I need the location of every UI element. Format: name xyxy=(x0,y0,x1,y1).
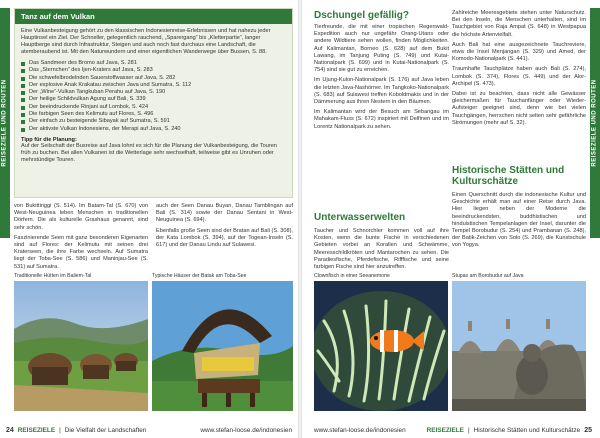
bullet-icon xyxy=(21,69,25,73)
page-number: 24 xyxy=(6,427,14,434)
footer-divider: | xyxy=(59,427,61,434)
list-item: Der „Wine“-Vulkan Tangkuban Perahu auf Java, S. 190 xyxy=(21,89,286,96)
bullet-icon xyxy=(21,106,25,110)
photo-borobudur xyxy=(452,281,586,411)
footer-left xyxy=(6,427,146,434)
page-number: 25 xyxy=(584,427,592,434)
batak-house-illustration xyxy=(152,281,293,411)
list-item: Der aktivste Vulkan Indonesiens, der Merapi auf Java, S. 240 xyxy=(21,126,286,133)
volcano-list xyxy=(15,58,292,133)
right-column-1-bottom xyxy=(314,228,449,274)
paragraph: Im Ujung-Kulon-Nationalpark (S. 176) auf Java leben die letzten Java-Nashörner. Im Tangkoko-Nationalpark (S. 683) auf Sulawesi treffen Koboldmakis und in der Dämmerung aus ihren Nestern in den Bäumen. xyxy=(314,77,449,106)
left-column-2 xyxy=(156,203,293,252)
paragraph: Einen Querschnitt durch die indonesische Kultur und Geschichte erhält man auf einer Reise durch Java. Hier liegen neben der Moderne die beeindruckendsten, buddhistischen und hinduistischen Tempelanlagen der Insel, darunter die Tempel Borobudur (S. 254) und Prambanan (S. 248), der Batik-Zeichen von Solo (S. 269), die Kunstschule von Yogya. xyxy=(452,192,586,249)
photo-caption: Clownfisch in einer Seeanemone xyxy=(314,273,390,279)
paragraph: Taucher und Schnorchler kommen voll auf ihre Kosten, wenn die bunte Fische in verschiedenen Gebieten vorbei an Korallen und Schwämme, Meeresschildkröten und Mantarochen zu sehen. Die Paradiesfische, Pferdefische, Rifffische und seine farbigen Fische sind hier anzutreffen. xyxy=(314,228,449,271)
side-tab-label: REISEZIELE UND ROUTEN xyxy=(2,79,8,167)
photo-batak-house xyxy=(152,281,293,411)
footer-subtitle: Die Vielfalt der Landschaften xyxy=(64,427,147,434)
stupa-illustration xyxy=(452,281,586,411)
bullet-icon xyxy=(21,113,25,117)
footer-subtitle: Historische Stätten und Kulturschätze xyxy=(473,427,581,434)
paragraph: Auch Bali hat eine ausgezeichnete Tauchreviere, etwa die Insel Menjangan (S. 329) und Amed, der Komodo-Nationalpark (S. 441). xyxy=(452,41,586,63)
paragraph: Ebenfalls große Seen sind der Bratan auf Bali (S. 308), der Kata Lombok (S. 394), auf der Togean-Inseln (S. 617) und der Danau Lindu auf Sulawesi. xyxy=(156,227,293,249)
list-item: Das „Sternchen“ des Ijen-Kraters auf Java, S. 283 xyxy=(21,67,286,74)
bullet-icon xyxy=(21,91,25,95)
side-tab-label: REISEZIELE UND ROUTEN xyxy=(592,79,598,167)
footer-url[interactable]: www.stefan-loose.de/indonesien xyxy=(200,427,292,434)
tip-body: Auf der Seilschaft der Busreise auf Java lohnt es sich für die Planung der Vulkanbesteigung, die Touren früh zu buchen. Bei allen Vulkanen ist die Wetterlage sehr wechselhaft, teilweise gibt es Unruhen oder mehrstündige Touren. xyxy=(21,142,277,163)
photo-caption: Traditionelle Hütten im Baliem-Tal xyxy=(14,273,92,279)
paragraph: auch der Seen Danau Buyan, Danau Tamblingan auf Bali (S. 314) sowie der Danau Sentani in West-Neuguinea (S. 694). xyxy=(156,203,293,224)
list-item: Der einfach zu besteigende Sibayak auf Sumatra, S. 591 xyxy=(21,118,286,125)
list-item: Der heilige Schildvulkan Agung auf Bali, S. 339 xyxy=(21,96,286,103)
left-column-1 xyxy=(14,203,148,274)
footer-section: REISEZIELE xyxy=(426,427,464,434)
side-tab-right xyxy=(590,8,600,238)
box-intro: Eine Vulkanbesteigung gehört zu den klassischen Indonesienreise-Erlebnissen und hat nahezu jeder Hauptinsel ein Ziel. Der Schneller, gelegentlich rauchend, „Sparergang“ bis „Kletterpartie“, langer Hauptberge sind durch Infrastruktur, Steigen und auch noch fast durchaus eine Landschaft, die atemberaubend ist. Mit den Naturwundern und einer eigentlichen Wanderwege über Bussen, S. 88. xyxy=(21,28,271,55)
list-item: Der beeindruckende Rinjani auf Lombok, S. 424 xyxy=(21,104,286,111)
paragraph: Faszinierende Seen mit ganz besonderen Eigenarten sind auf Flores: der Kelimutu mit seinen drei Kraterseen, die ihre Farbe wechseln. Auf Sumatra liegt der Toba-See (S. 586) und Maninjau-See (S. 531) auf Sumatra. xyxy=(14,234,148,270)
bullet-icon xyxy=(21,98,25,102)
list-item: Die farbigen Seen des Kelimutu auf Flores, S. 496 xyxy=(21,111,286,118)
bullet-icon xyxy=(21,77,25,81)
list-item: Das Sandmeer des Bromo auf Java, S. 281 xyxy=(21,60,286,67)
list-item: Die schwefelbrodelnden Sauerstoffwasser auf Java, S. 282 xyxy=(21,75,286,82)
bullet-icon xyxy=(21,120,25,124)
bullet-icon xyxy=(21,128,25,132)
right-column-2-top xyxy=(452,10,586,130)
paragraph: von Bukittinggi (S. 514). Im Batam-Tal (S. 670) von West-Neuguinea leben Menschen in traditionellen Dörfern. Die als kulturelle Grashaus genannt, sind sehr schön. xyxy=(14,203,148,231)
photo-clownfish xyxy=(314,281,448,411)
footer-url-left xyxy=(200,427,292,434)
right-column-2-bottom xyxy=(452,192,586,253)
footer-right xyxy=(427,427,592,434)
info-box-volcano xyxy=(14,8,293,198)
paragraph: Dabei ist zu beachten, dass nicht alle Gewässer gleichermaßen für Tauchanfänger oder Wieder-Aufsteiger geeignet sind, denn wie bei vielen Tauchgängen, herrschen nicht selten sehr gefährliche Strömungen (mehr auf S. 32). xyxy=(452,91,586,126)
tip-heading: Tipp für die Planung: xyxy=(21,136,77,143)
left-page xyxy=(0,0,298,438)
list-item: Der explosive Anak Krakatau zwischen Java und Sumatra, S. 112 xyxy=(21,82,286,89)
clownfish-illustration xyxy=(314,281,448,411)
photo-baliem-huts xyxy=(14,281,148,411)
side-tab-left xyxy=(0,8,10,238)
heading-dschungel: Dschungel gefällig? xyxy=(314,10,410,21)
footer-url-right xyxy=(314,427,406,434)
box-title: Tanz auf dem Vulkan xyxy=(15,9,292,24)
heading-unterwasser: Unterwasserwelten xyxy=(314,212,406,223)
right-column-1-top xyxy=(314,24,449,134)
heading-historisch: Historische Stätten und Kulturschätze xyxy=(452,165,565,187)
huts-illustration xyxy=(14,281,148,411)
footer-url[interactable]: www.stefan-loose.de/indonesien xyxy=(314,427,406,434)
photo-caption: Typische Häuser der Batak am Toba-See xyxy=(152,273,247,279)
bullet-icon xyxy=(21,62,25,66)
paragraph: Tierfreunde, die mit einer tropischen Regenwald-Expedition auch nur ungefähr Orang-Utans oder andere Wildtiere sehen wollen, finden Möglichkeiten. Auf Kalimantan, Borneo (S. 628) auf dem Bukit Lawang, im Tanjung Puting (S. 749) und Kutai-Nationalpark (S. 699) und in Kutai-Nationalpark (S. 754) sind sie gut zu erreichen. xyxy=(314,24,449,74)
paragraph: Traumhafte Tauchplätze haben auch Bali (S. 274), Lombok (S. 374), Flores (S. 449) und der Alor-Archipel (S. 473). xyxy=(452,66,586,87)
footer-divider: | xyxy=(467,427,470,434)
bullet-icon xyxy=(21,84,25,88)
paragraph: Im Kalimantan wird der Besuch am Sebangau im Mahakam-Fluss (S. 672) inspiriert mit Delfinen und im Lorentz Nationalpark zu sehen. xyxy=(314,109,449,130)
photo-caption: Stupas am Borobudur auf Java xyxy=(452,273,524,279)
footer-section: REISEZIELE xyxy=(17,427,56,434)
right-page xyxy=(302,0,600,438)
paragraph: Zahlreiche Meeresgebiete stehen unter Naturschutz. Bei den Inseln, die Menschen unterhalten, sind im Tauchgebiet von Raja Ampat (S. 648) in Westpapua die höchste Artenvielfalt. xyxy=(452,10,586,38)
